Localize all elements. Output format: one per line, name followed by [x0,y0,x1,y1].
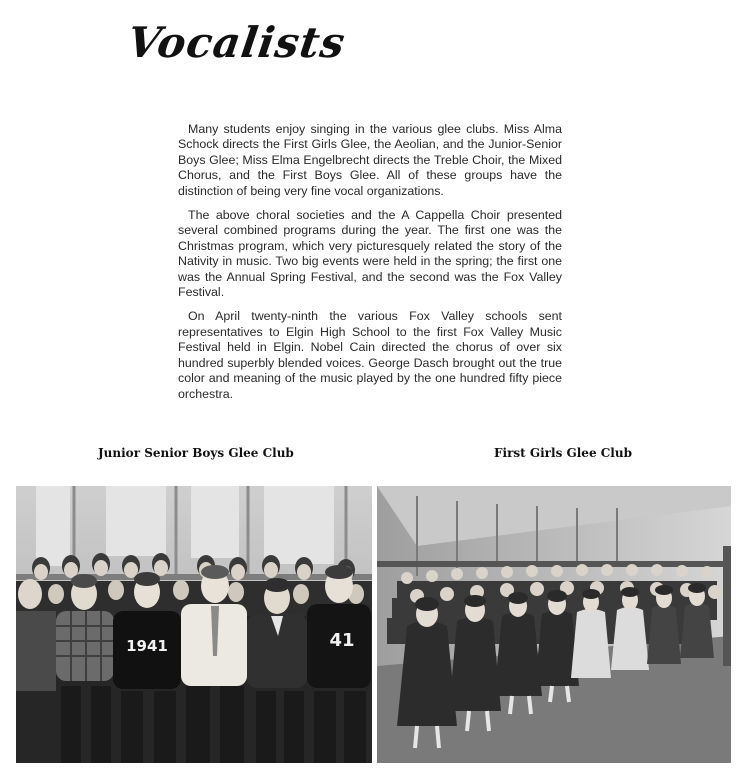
girls-glee-club-photo [377,486,731,763]
paragraph: The above choral societies and the A Cappella Choir presented several combined programs during the year. The first one was the Christmas program, which very picturesquely related the story of the Nativity in music. Two big events were held in the spring; the first one was the Annual Spring Festival, and the second was the Fox Valley Festival. [178,208,562,300]
photo-caption-boys-glee: Junior Senior Boys Glee Club [98,446,294,460]
sweater-number-1941: 1941 [126,637,168,655]
page-title: Vocalists [124,18,349,67]
paragraph: On April twenty-ninth the various Fox Valley schools sent representatives to Elgin High School to the first Fox Valley Music Festival held in Elgin. Nobel Cain directed the chorus of over six hundred superbly blended voices. George Dasch brought out the true color and meaning of the music played by the one hundred fifty piece orchestra. [178,309,562,401]
boys-glee-club-photo [16,486,372,763]
article-body [178,122,562,411]
photo-caption-girls-glee: First Girls Glee Club [494,446,632,460]
paragraph: Many students enjoy singing in the various glee clubs. Miss Alma Schock directs the First Girls Glee, the Aeolian, and the Junior-Senior Boys Glee; Miss Elma Engelbrecht directs the Treble Choir, the Mixed Chorus, and the First Boys Glee. All of these groups have the distinction of being very fine vocal organizations. [178,122,562,198]
sweater-number-41: 41 [329,630,355,651]
